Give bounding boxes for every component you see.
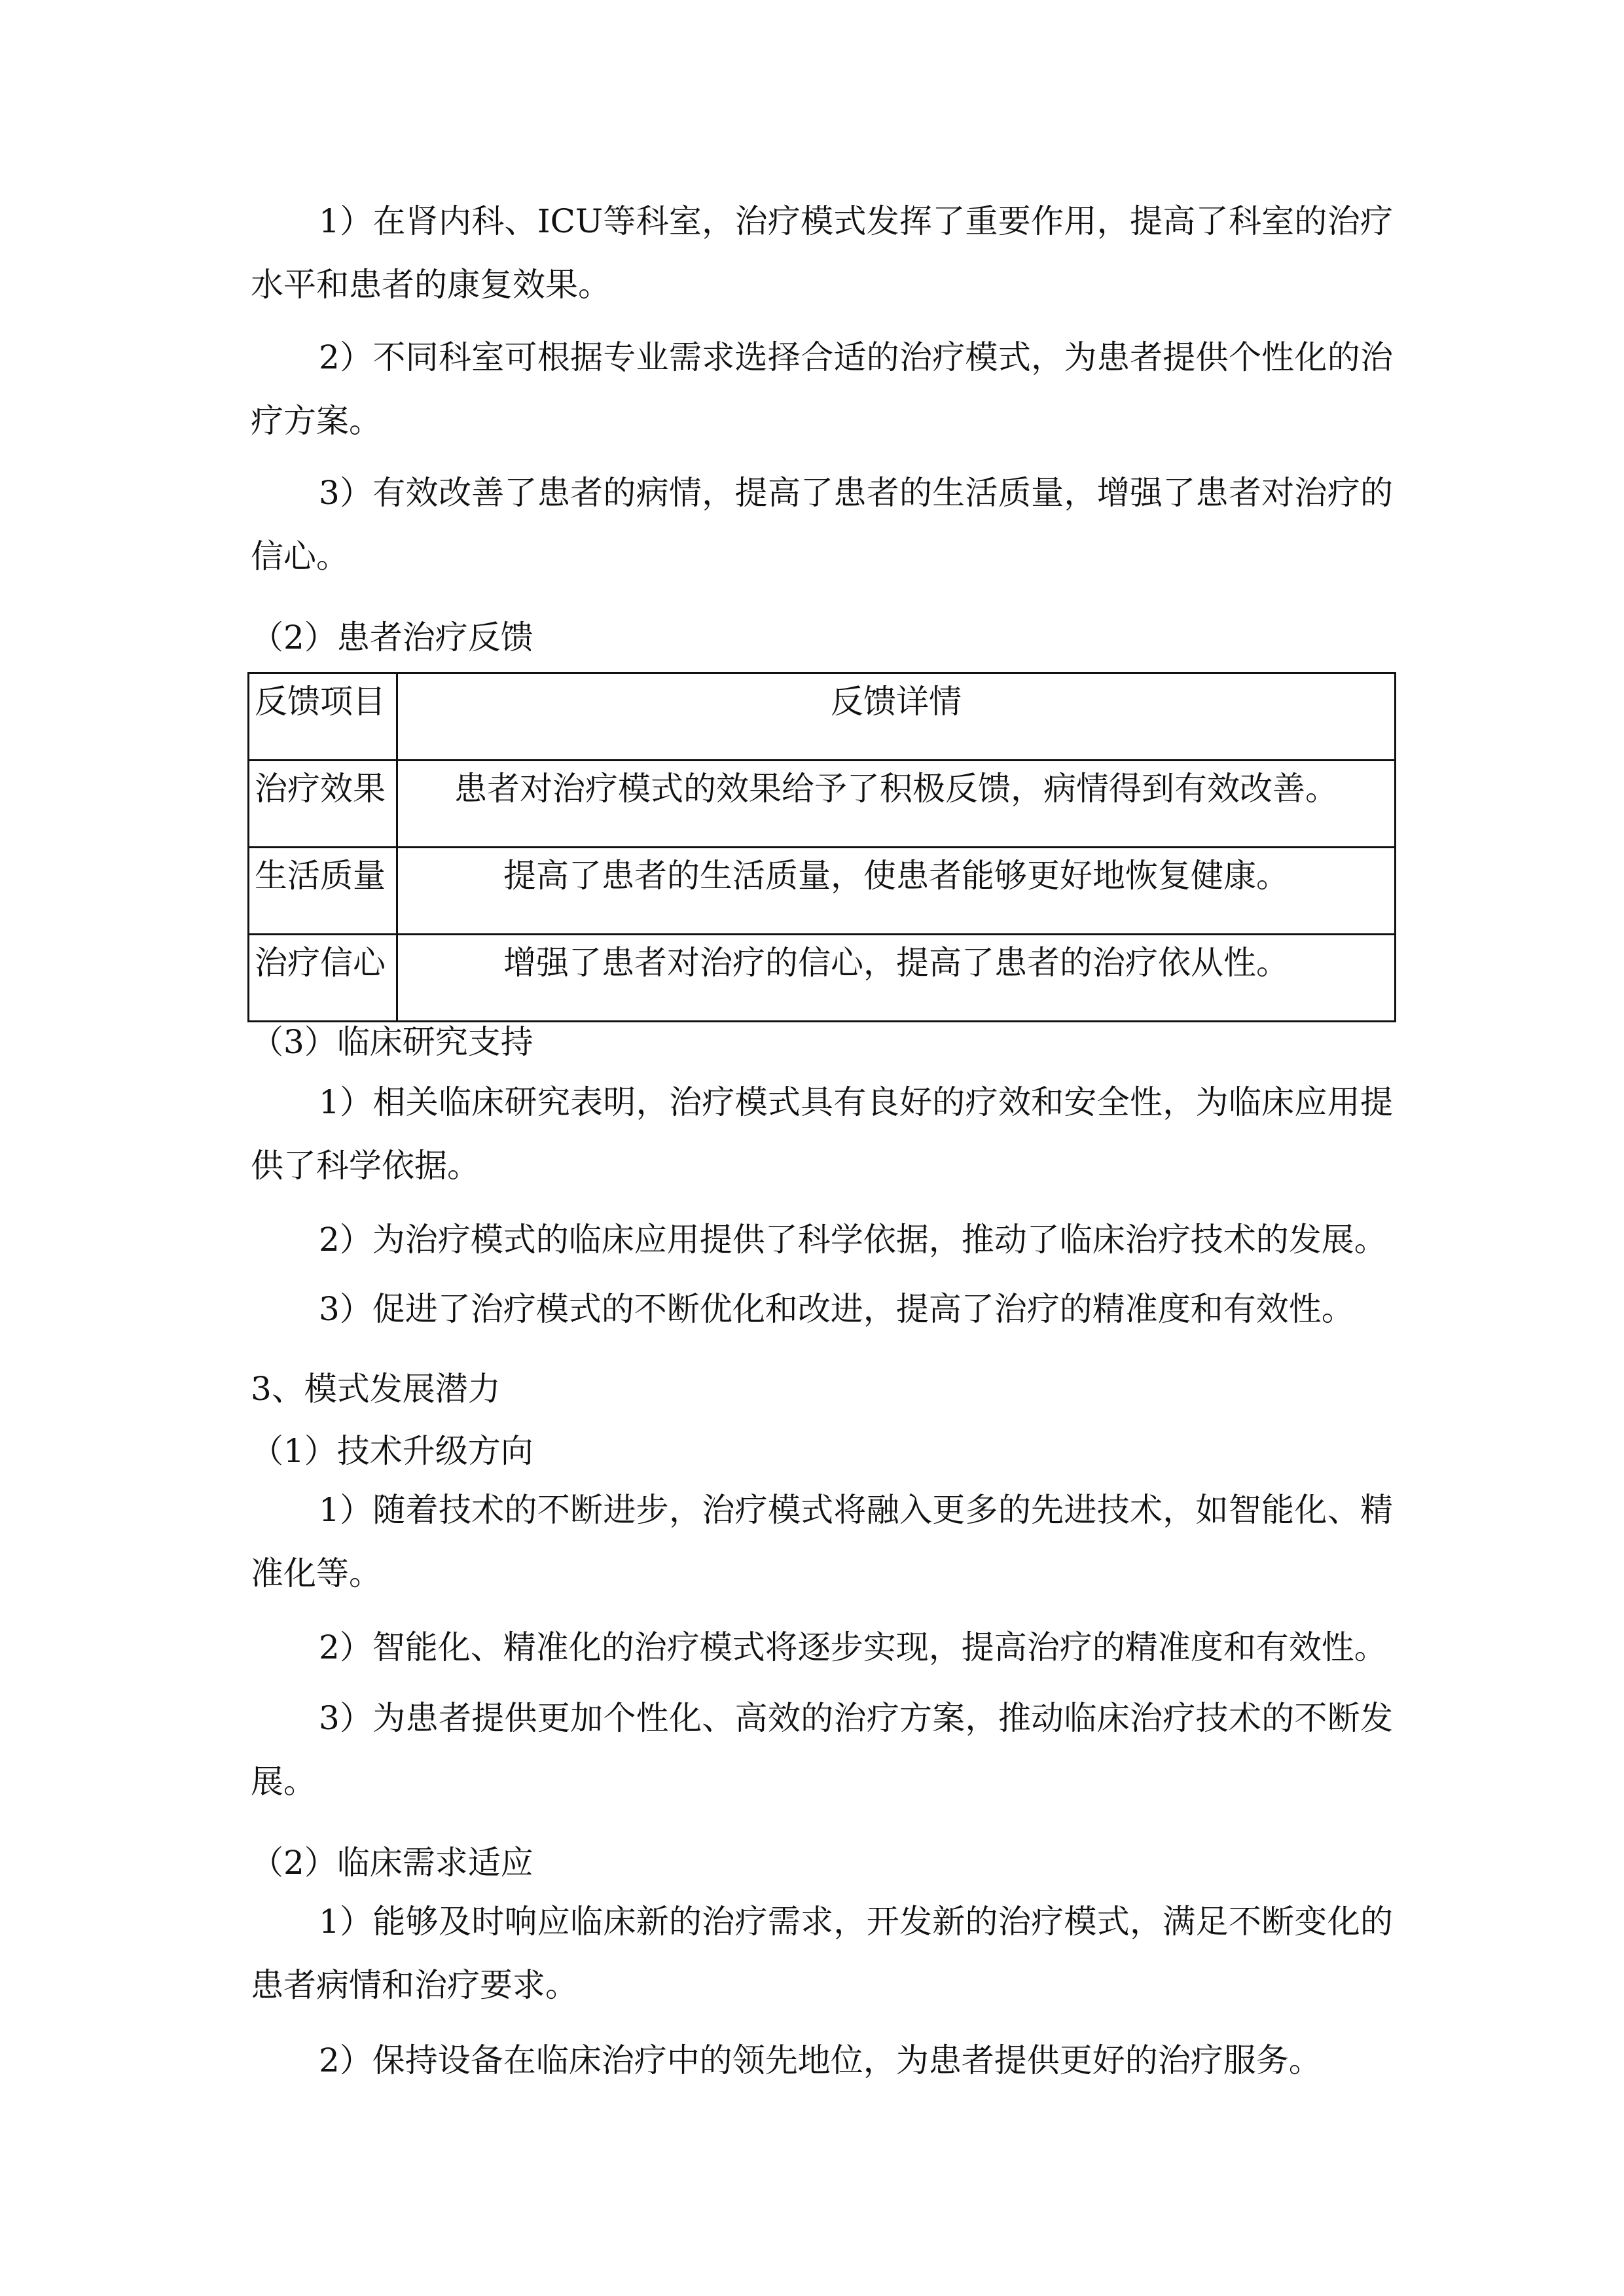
table-header-row (249, 673, 1396, 761)
feedback-table (247, 672, 1396, 1022)
table-row (249, 935, 1396, 1022)
table-cell: 患者对治疗模式的效果给予了积极反馈，病情得到有效改善。 (397, 761, 1396, 848)
paragraph-research-1: 1）相关临床研究表明，治疗模式具有良好的疗效和安全性，为临床应用提供了科学依据。 (251, 1083, 1393, 1185)
table-cell: 治疗信心 (249, 935, 397, 1022)
heading-development-potential: 3、模式发展潜力 (251, 1370, 501, 1408)
paragraph-application-1: 1）在肾内科、ICU等科室，治疗模式发挥了重要作用，提高了科室的治疗水平和患者的康复效果。 (251, 202, 1393, 304)
paragraph-demand-2: 2）保持设备在临床治疗中的领先地位，为患者提供更好的治疗服务。 (319, 2041, 1322, 2079)
heading-clinical-research: （3）临床研究支持 (251, 1023, 533, 1061)
heading-tech-upgrade: （1）技术升级方向 (251, 1432, 533, 1470)
paragraph-tech-1: 1）随着技术的不断进步，治疗模式将融入更多的先进技术，如智能化、精准化等。 (251, 1491, 1393, 1592)
table-cell: 生活质量 (249, 848, 397, 935)
table-cell: 增强了患者对治疗的信心，提高了患者的治疗依从性。 (397, 935, 1396, 1022)
table-header-cell: 反馈项目 (249, 673, 397, 761)
paragraph-application-2: 2）不同科室可根据专业需求选择合适的治疗模式，为患者提供个性化的治疗方案。 (251, 338, 1393, 440)
heading-clinical-demand: （2）临床需求适应 (251, 1844, 533, 1882)
paragraph-research-2: 2）为治疗模式的临床应用提供了科学依据，推动了临床治疗技术的发展。 (319, 1221, 1387, 1259)
paragraph-research-3: 3）促进了治疗模式的不断优化和改进，提高了治疗的精准度和有效性。 (319, 1290, 1354, 1328)
table-cell: 提高了患者的生活质量，使患者能够更好地恢复健康。 (397, 848, 1396, 935)
table-row (249, 848, 1396, 935)
paragraph-tech-3: 3）为患者提供更加个性化、高效的治疗方案，推动临床治疗技术的不断发展。 (251, 1699, 1393, 1801)
paragraph-tech-2: 2）智能化、精准化的治疗模式将逐步实现，提高治疗的精准度和有效性。 (319, 1628, 1387, 1666)
table-row (249, 761, 1396, 848)
paragraph-demand-1: 1）能够及时响应临床新的治疗需求，开发新的治疗模式，满足不断变化的患者病情和治疗要求。 (251, 1903, 1393, 2004)
paragraph-application-3: 3）有效改善了患者的病情，提高了患者的生活质量，增强了患者对治疗的信心。 (251, 474, 1393, 575)
table-header-cell: 反馈详情 (397, 673, 1396, 761)
table-cell: 治疗效果 (249, 761, 397, 848)
heading-patient-feedback: （2）患者治疗反馈 (251, 619, 533, 656)
